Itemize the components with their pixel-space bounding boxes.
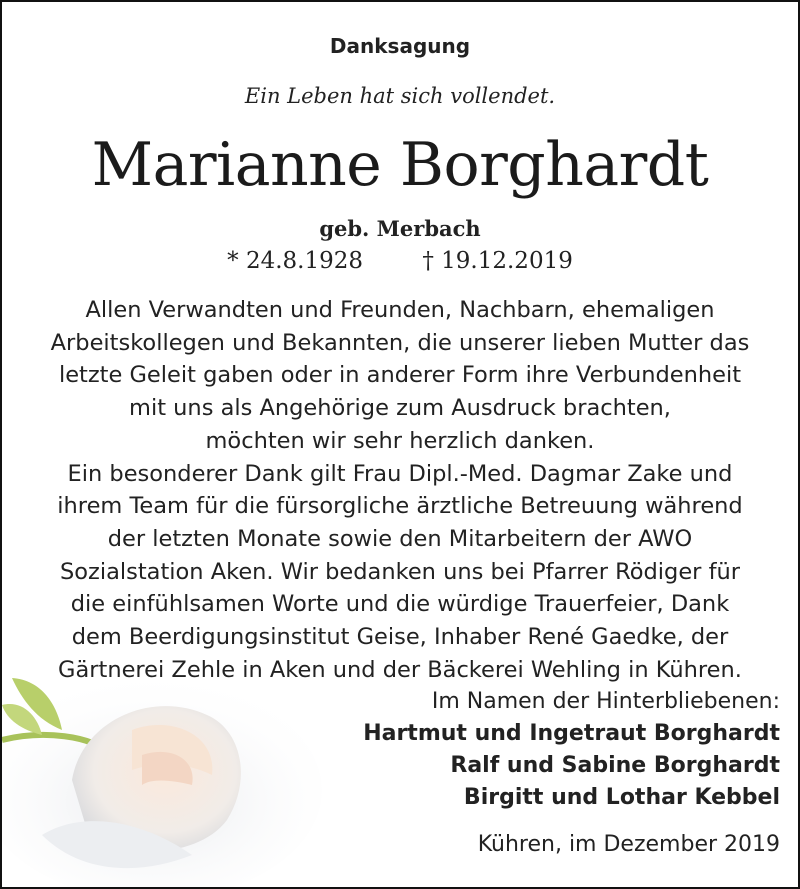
text-line: mit uns als Angehörige zum Ausdruck brachten, [129,395,671,422]
family-name: Hartmut und Ingetraut Borghardt [363,721,780,746]
signature-block [260,686,780,814]
place-date: Kühren, im Dezember 2019 [477,832,780,857]
family-name: Ralf und Sabine Borghardt [450,753,780,778]
thanks-text [14,294,786,686]
text-line: Arbeitskollegen und Bekannten, die unserer lieben Mutter das [50,329,750,356]
text-line: die einfühlsamen Worte und die würdige Trauerfeier, Dank [70,591,730,618]
text-line: Allen Verwandten und Freunden, Nachbarn, ehemaligen [85,297,715,323]
maiden-name: geb. Merbach [319,216,481,241]
notice-heading: Danksagung [329,34,471,58]
death-date: † 19.12.2019 [422,248,573,274]
text-line: letzte Geleit gaben oder in anderer Form ihre Verbundenheit [58,362,742,389]
text-line: Ein besonderer Dank gilt Frau Dipl.-Med. Dagmar Zake und [67,460,733,487]
text-line: Sozialstation Aken. Wir bedanken uns bei Pfarrer Rödiger für [59,558,741,585]
birth-date: * 24.8.1928 [227,248,364,274]
text-line: Gärtnerei Zehle in Aken und der Bäckerei Wehling in Kühren. [58,656,742,683]
notice-motto: Ein Leben hat sich vollendet. [244,84,556,108]
life-dates [0,248,800,274]
text-line: dem Beerdigungsinstitut Geise, Inhaber René Gaedke, der [71,624,729,651]
family-name: Birgitt und Lothar Kebbel [463,785,780,810]
text-line: möchten wir sehr herzlich danken. [205,427,595,454]
text-line: der letzten Monate sowie den Mitarbeitern der AWO [107,525,693,552]
signature-intro: Im Namen der Hinterbliebenen: [431,689,780,714]
text-line: ihrem Team für die fürsorgliche ärztliche Betreuung während [57,493,743,520]
deceased-name: Marianne Borghardt [91,130,709,200]
